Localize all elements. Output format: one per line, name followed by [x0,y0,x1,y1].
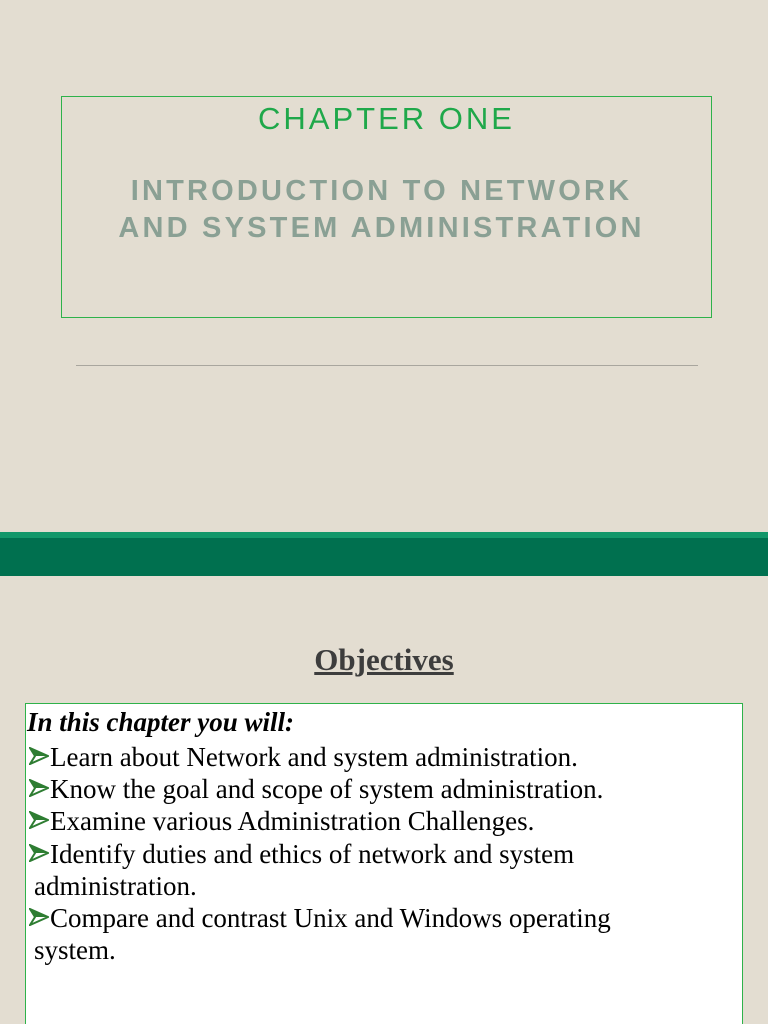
objectives-heading: Objectives [314,642,454,677]
list-item [26,902,738,966]
subtitle-line-1: INTRODUCTION TO NETWORK [130,175,633,207]
objective-text: Identify duties and ethics of network and system [50,838,575,869]
list-item [26,773,738,805]
objective-text: Learn about Network and system administration. [50,742,578,772]
list-item [26,805,738,837]
subtitle-line-2: AND SYSTEM ADMINISTRATION [118,212,645,244]
objectives-intro: In this chapter you will: [27,707,295,737]
arrowhead-icon [29,741,49,773]
list-item [26,741,738,773]
objective-text: Know the goal and scope of system administration. [50,774,604,805]
chapter-subtitle [82,173,681,247]
objective-text: Compare and contrast Unix and Windows operating [50,903,611,934]
arrowhead-icon [29,838,49,870]
objective-text-continued: system. [34,935,116,966]
title-box [61,96,712,318]
objectives-list [26,741,738,966]
arrowhead-icon [29,902,49,934]
chapter-title: CHAPTER ONE [258,101,515,136]
list-item [26,838,738,902]
arrowhead-icon [29,773,49,805]
objective-text-continued: administration. [34,870,197,901]
slide-separator-band [0,538,768,576]
objectives-slide [0,576,768,1024]
objective-text: Examine various Administration Challenges. [50,806,535,837]
objectives-box [25,703,743,1024]
arrowhead-icon [29,805,49,837]
slide-divider [76,365,698,366]
